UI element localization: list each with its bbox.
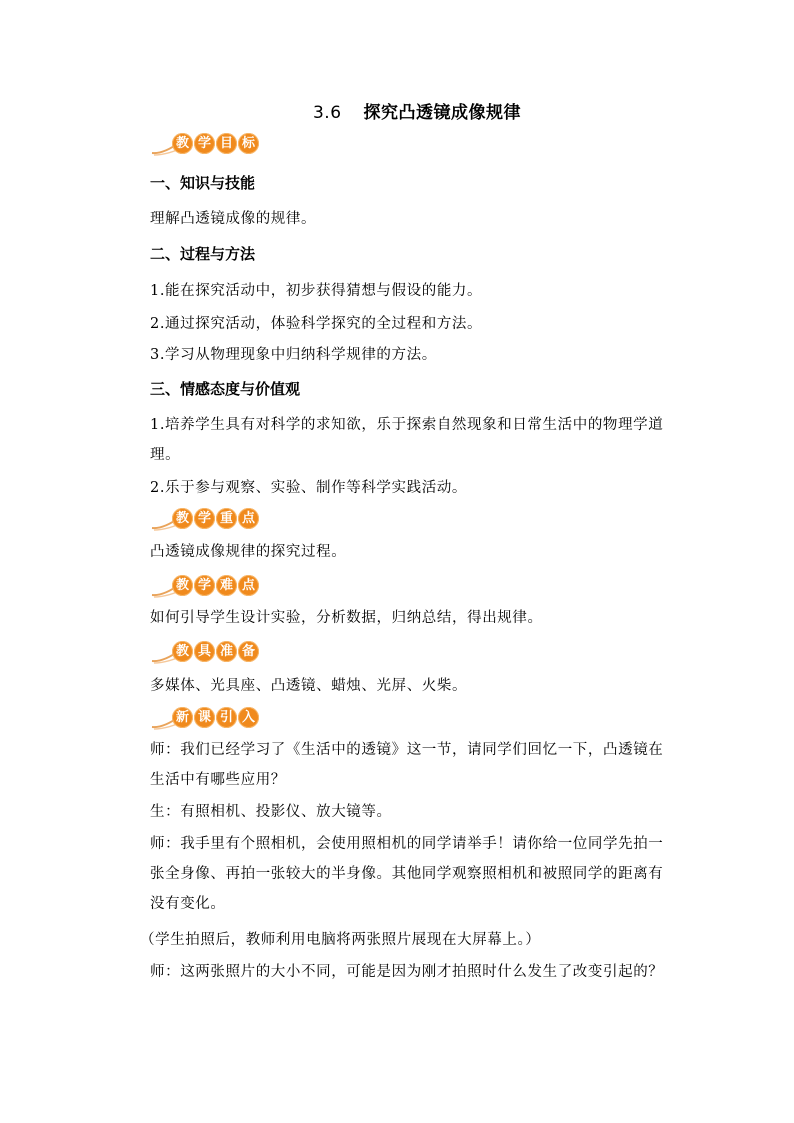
badge-char: 难 [216, 575, 237, 596]
badge-difficulties [150, 574, 260, 598]
list-item: 1.培养学生具有对科学的求知欲，乐于探索自然现象和日常生活中的物理学道理。 [150, 417, 664, 463]
badge-intro [150, 706, 260, 730]
badge-char: 入 [238, 707, 259, 728]
badge-char: 点 [238, 575, 259, 596]
badge-char: 准 [216, 641, 237, 662]
badge-char: 标 [238, 133, 259, 154]
paragraph: 理解凸透镜成像的规律。 [150, 211, 317, 227]
list-item: 1.能在探究活动中，初步获得猜想与假设的能力。 [150, 283, 483, 299]
dialogue-paragraph: 生：有照相机、投影仪、放大镜等。 [150, 804, 392, 820]
section-number: 3.6 [312, 103, 342, 123]
section-heading: 三、情感态度与价值观 [150, 380, 301, 398]
paragraph: 多媒体、光具座、凸透镜、蜡烛、光屏、火柴。 [150, 678, 468, 694]
paragraph: 如何引导学生设计实验，分析数据，归纳总结，得出规律。 [150, 610, 543, 626]
dialogue-paragraph: 师：这两张照片的大小不同，可能是因为刚才拍照时什么发生了改变引起的？ [150, 964, 664, 980]
section-heading: 一、知识与技能 [150, 174, 256, 192]
dialogue-paragraph: 师：我们已经学习了《生活中的透镜》这一节，请同学们回忆一下，凸透镜在生活中有哪些应用？ [150, 742, 664, 788]
dialogue-paragraph: 师：我手里有个照相机，会使用照相机的同学请举手！请你给一位同学先拍一张全身像、再拍一张较大的半身像。其他同学观察照相机和被照同学的距离有没有变化。 [150, 836, 664, 912]
badge-char: 教 [172, 575, 193, 596]
paragraph: 凸透镜成像规律的探究过程。 [150, 544, 347, 560]
badge-char: 课 [194, 707, 215, 728]
badge-char: 学 [194, 508, 215, 529]
badge-char: 新 [172, 707, 193, 728]
badge-tools [150, 640, 260, 664]
badge-key-points [150, 507, 260, 531]
badge-char: 引 [216, 707, 237, 728]
list-item: 2.通过探究活动，体验科学探究的全过程和方法。 [150, 316, 483, 332]
list-item: 3.学习从物理现象中归纳科学规律的方法。 [150, 347, 437, 363]
title-text: 探究凸透镜成像规律 [363, 103, 522, 123]
badge-char: 教 [172, 641, 193, 662]
badge-char: 点 [238, 508, 259, 529]
badge-char: 学 [194, 133, 215, 154]
badge-objectives [150, 132, 260, 156]
badge-char: 备 [238, 641, 259, 662]
badge-char: 具 [194, 641, 215, 662]
badge-char: 教 [172, 508, 193, 529]
list-item: 2.乐于参与观察、实验、制作等科学实践活动。 [150, 480, 468, 496]
badge-char: 教 [172, 133, 193, 154]
dialogue-paragraph: （学生拍照后，教师利用电脑将两张照片展现在大屏幕上。） [140, 932, 541, 948]
badge-char: 重 [216, 508, 237, 529]
section-heading: 二、过程与方法 [150, 245, 256, 263]
badge-char: 学 [194, 575, 215, 596]
page-title [0, 98, 794, 123]
badge-char: 目 [216, 133, 237, 154]
